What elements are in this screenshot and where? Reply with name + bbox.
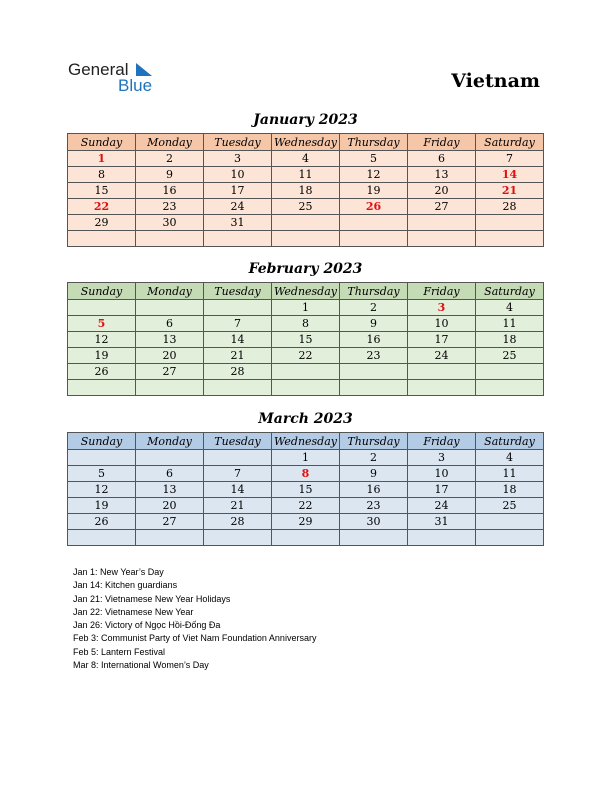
- weekday-header: Friday: [408, 433, 476, 450]
- weekday-header-row: [68, 433, 544, 450]
- week-row: [68, 482, 544, 498]
- day-cell: 7: [204, 316, 272, 332]
- week-row: [68, 498, 544, 514]
- day-cell: 7: [204, 466, 272, 482]
- day-cell: 12: [68, 482, 136, 498]
- day-cell: 6: [136, 316, 204, 332]
- empty-day-cell: [204, 450, 272, 466]
- day-cell: 26: [340, 199, 408, 215]
- empty-day-cell: [68, 380, 136, 396]
- day-cell: 9: [340, 316, 408, 332]
- day-cell: 27: [136, 514, 204, 530]
- empty-day-cell: [272, 380, 340, 396]
- day-cell: 4: [272, 151, 340, 167]
- week-row: [68, 364, 544, 380]
- day-cell: 23: [340, 498, 408, 514]
- holiday-item: Jan 26: Victory of Ngọc Hồi-Đống Đa: [73, 620, 221, 631]
- day-cell: 26: [68, 514, 136, 530]
- holiday-item: Mar 8: International Women’s Day: [73, 660, 209, 671]
- empty-day-cell: [408, 530, 476, 546]
- day-cell: 14: [204, 332, 272, 348]
- day-cell: 1: [272, 450, 340, 466]
- day-cell: 30: [340, 514, 408, 530]
- weekday-header: Wednesday: [272, 433, 340, 450]
- weekday-header: Friday: [408, 283, 476, 300]
- day-cell: 10: [408, 316, 476, 332]
- weekday-header: Thursday: [340, 283, 408, 300]
- empty-day-cell: [68, 450, 136, 466]
- day-cell: 24: [408, 498, 476, 514]
- day-cell: 2: [340, 450, 408, 466]
- empty-day-cell: [272, 215, 340, 231]
- empty-day-cell: [204, 380, 272, 396]
- empty-day-cell: [68, 530, 136, 546]
- day-cell: 26: [68, 364, 136, 380]
- day-cell: 23: [340, 348, 408, 364]
- logo-text-blue: Blue: [118, 76, 153, 95]
- day-cell: 21: [204, 498, 272, 514]
- day-cell: 17: [408, 482, 476, 498]
- day-cell: 10: [204, 167, 272, 183]
- day-cell: 2: [136, 151, 204, 167]
- day-cell: 6: [136, 466, 204, 482]
- day-cell: 18: [476, 332, 544, 348]
- weekday-header-row: [68, 134, 544, 151]
- day-cell: 4: [476, 300, 544, 316]
- day-cell: 17: [408, 332, 476, 348]
- calendar-march: [67, 432, 544, 546]
- empty-day-cell: [476, 380, 544, 396]
- empty-day-cell: [408, 231, 476, 247]
- week-row: [68, 151, 544, 167]
- empty-day-cell: [476, 364, 544, 380]
- day-cell: 22: [68, 199, 136, 215]
- weekday-header-row: [68, 283, 544, 300]
- weekday-header: Monday: [136, 433, 204, 450]
- week-row: [68, 466, 544, 482]
- week-row: [68, 530, 544, 546]
- weekday-header: Saturday: [476, 433, 544, 450]
- weekday-header: Tuesday: [204, 433, 272, 450]
- day-cell: 3: [408, 300, 476, 316]
- holiday-list: [73, 566, 316, 672]
- calendar-february: [67, 282, 544, 396]
- day-cell: 1: [272, 300, 340, 316]
- empty-day-cell: [476, 231, 544, 247]
- day-cell: 30: [136, 215, 204, 231]
- holiday-item: Jan 1: New Year’s Day: [73, 567, 164, 577]
- day-cell: 11: [476, 316, 544, 332]
- day-cell: 24: [408, 348, 476, 364]
- day-cell: 16: [340, 482, 408, 498]
- week-row: [68, 199, 544, 215]
- day-cell: 14: [204, 482, 272, 498]
- empty-day-cell: [340, 231, 408, 247]
- day-cell: 2: [340, 300, 408, 316]
- day-cell: 21: [476, 183, 544, 199]
- empty-day-cell: [204, 300, 272, 316]
- day-cell: 12: [68, 332, 136, 348]
- weekday-header: Sunday: [68, 283, 136, 300]
- empty-day-cell: [272, 530, 340, 546]
- day-cell: 18: [476, 482, 544, 498]
- holiday-item: Jan 22: Vietnamese New Year: [73, 606, 194, 617]
- day-cell: 16: [136, 183, 204, 199]
- day-cell: 28: [204, 514, 272, 530]
- month-title-march: March 2023: [258, 411, 353, 427]
- empty-day-cell: [272, 364, 340, 380]
- weekday-header: Monday: [136, 283, 204, 300]
- day-cell: 17: [204, 183, 272, 199]
- day-cell: 29: [68, 215, 136, 231]
- day-cell: 5: [340, 151, 408, 167]
- week-row: [68, 231, 544, 247]
- day-cell: 10: [408, 466, 476, 482]
- weekday-header: Monday: [136, 134, 204, 151]
- week-row: [68, 380, 544, 396]
- day-cell: 5: [68, 466, 136, 482]
- empty-day-cell: [136, 380, 204, 396]
- day-cell: 6: [408, 151, 476, 167]
- weekday-header: Thursday: [340, 134, 408, 151]
- empty-day-cell: [204, 530, 272, 546]
- day-cell: 22: [272, 348, 340, 364]
- weekday-header: Saturday: [476, 134, 544, 151]
- week-row: [68, 300, 544, 316]
- logo-triangle-icon: [134, 63, 152, 77]
- day-cell: 19: [68, 498, 136, 514]
- day-cell: 25: [476, 498, 544, 514]
- day-cell: 11: [476, 466, 544, 482]
- empty-day-cell: [68, 300, 136, 316]
- weekday-header: Saturday: [476, 283, 544, 300]
- empty-day-cell: [408, 380, 476, 396]
- day-cell: 13: [136, 482, 204, 498]
- day-cell: 5: [68, 316, 136, 332]
- weekday-header: Wednesday: [272, 283, 340, 300]
- empty-day-cell: [272, 231, 340, 247]
- logo: [68, 60, 168, 96]
- day-cell: 20: [408, 183, 476, 199]
- day-cell: 25: [272, 199, 340, 215]
- day-cell: 15: [68, 183, 136, 199]
- day-cell: 28: [204, 364, 272, 380]
- day-cell: 28: [476, 199, 544, 215]
- month-title-february: February 2023: [248, 261, 363, 277]
- day-cell: 11: [272, 167, 340, 183]
- holiday-item: Jan 14: Kitchen guardians: [73, 580, 178, 591]
- day-cell: 7: [476, 151, 544, 167]
- week-row: [68, 332, 544, 348]
- empty-day-cell: [136, 231, 204, 247]
- empty-day-cell: [476, 215, 544, 231]
- day-cell: 29: [272, 514, 340, 530]
- country-title: Vietnam: [451, 70, 540, 92]
- calendar-january: [67, 133, 544, 247]
- day-cell: 27: [408, 199, 476, 215]
- day-cell: 4: [476, 450, 544, 466]
- day-cell: 25: [476, 348, 544, 364]
- weekday-header: Friday: [408, 134, 476, 151]
- day-cell: 22: [272, 498, 340, 514]
- day-cell: 3: [204, 151, 272, 167]
- day-cell: 13: [136, 332, 204, 348]
- empty-day-cell: [408, 364, 476, 380]
- weekday-header: Tuesday: [204, 283, 272, 300]
- empty-day-cell: [136, 530, 204, 546]
- day-cell: 20: [136, 498, 204, 514]
- day-cell: 23: [136, 199, 204, 215]
- day-cell: 20: [136, 348, 204, 364]
- day-cell: 1: [68, 151, 136, 167]
- day-cell: 27: [136, 364, 204, 380]
- month-title-january: January 2023: [253, 112, 358, 128]
- day-cell: 19: [68, 348, 136, 364]
- day-cell: 3: [408, 450, 476, 466]
- weekday-header: Sunday: [68, 433, 136, 450]
- empty-day-cell: [340, 215, 408, 231]
- day-cell: 21: [204, 348, 272, 364]
- day-cell: 9: [136, 167, 204, 183]
- week-row: [68, 167, 544, 183]
- empty-day-cell: [476, 530, 544, 546]
- day-cell: 8: [272, 466, 340, 482]
- empty-day-cell: [340, 530, 408, 546]
- weekday-header: Thursday: [340, 433, 408, 450]
- holiday-item: Jan 21: Vietnamese New Year Holidays: [73, 593, 231, 604]
- day-cell: 24: [204, 199, 272, 215]
- week-row: [68, 183, 544, 199]
- week-row: [68, 450, 544, 466]
- day-cell: 13: [408, 167, 476, 183]
- holiday-item: Feb 3: Communist Party of Viet Nam Foundation Anniversary: [73, 633, 317, 644]
- day-cell: 8: [272, 316, 340, 332]
- weekday-header: Sunday: [68, 134, 136, 151]
- weekday-header: Tuesday: [204, 134, 272, 151]
- week-row: [68, 215, 544, 231]
- empty-day-cell: [136, 450, 204, 466]
- holiday-item: Feb 5: Lantern Festival: [73, 646, 166, 657]
- week-row: [68, 514, 544, 530]
- day-cell: 16: [340, 332, 408, 348]
- day-cell: 15: [272, 332, 340, 348]
- day-cell: 8: [68, 167, 136, 183]
- day-cell: 19: [340, 183, 408, 199]
- week-row: [68, 316, 544, 332]
- day-cell: 9: [340, 466, 408, 482]
- week-row: [68, 348, 544, 364]
- empty-day-cell: [68, 231, 136, 247]
- day-cell: 18: [272, 183, 340, 199]
- empty-day-cell: [408, 215, 476, 231]
- day-cell: 15: [272, 482, 340, 498]
- weekday-header: Wednesday: [272, 134, 340, 151]
- day-cell: 14: [476, 167, 544, 183]
- empty-day-cell: [204, 231, 272, 247]
- empty-day-cell: [340, 380, 408, 396]
- day-cell: 31: [204, 215, 272, 231]
- empty-day-cell: [340, 364, 408, 380]
- day-cell: 31: [408, 514, 476, 530]
- day-cell: 12: [340, 167, 408, 183]
- empty-day-cell: [136, 300, 204, 316]
- empty-day-cell: [476, 514, 544, 530]
- logo-text-general: General: [68, 60, 129, 79]
